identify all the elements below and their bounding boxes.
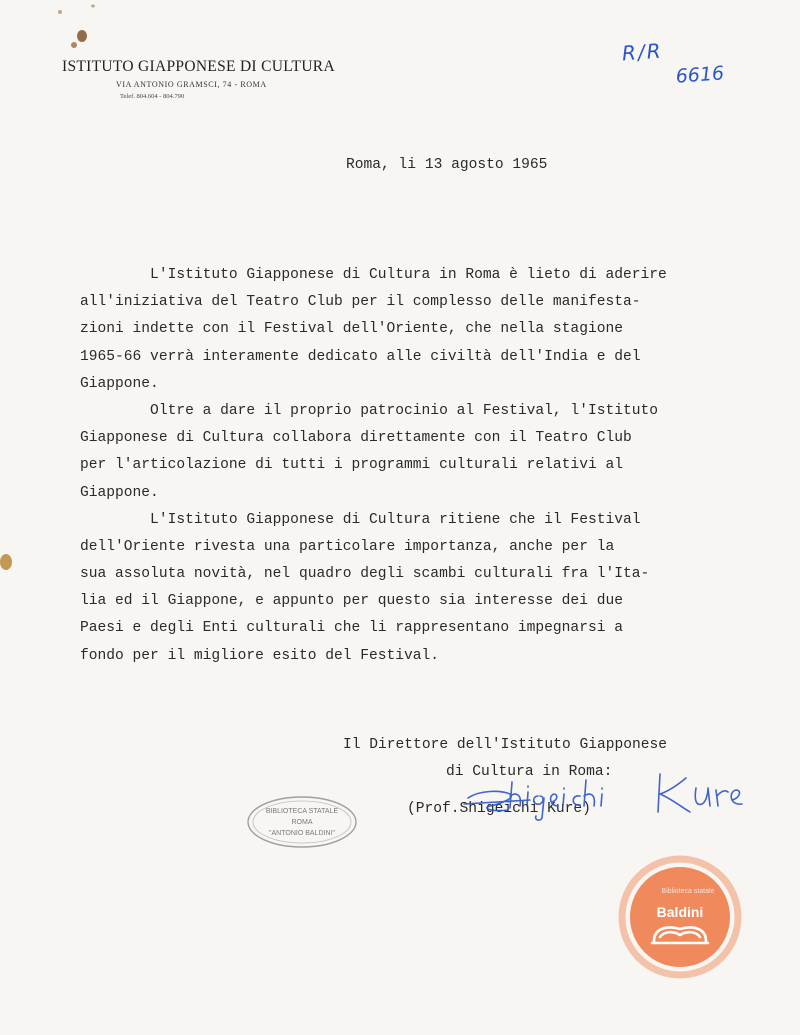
letterhead	[62, 58, 352, 100]
ink-smudge-top-left	[30, 0, 110, 60]
body-line: Giappone.	[80, 375, 159, 392]
body-line: Giappone.	[80, 484, 159, 501]
logo-small-text: Biblioteca statale	[661, 888, 715, 895]
body-line: L'Istituto Giapponese di Cultura in Roma è lieto di aderire	[80, 267, 667, 283]
body-line: per l'articolazione di tutti i programmi culturali relativi al	[80, 457, 623, 474]
ink-smudge-left	[0, 548, 24, 578]
body-line: zioni indette con il Festival dell'Oriente, che nella stagione	[80, 321, 623, 338]
institution-address: VIA ANTONIO GRAMSCI, 74 - ROMA	[116, 80, 267, 89]
stamp-line-1: BIBLIOTECA STATALE	[265, 808, 339, 815]
body-line: fondo per il migliore esito del Festival.	[80, 647, 440, 664]
body-line: lia ed il Giappone, e appunto per questo sia interesse dei due	[80, 593, 623, 610]
handwritten-signature	[460, 760, 750, 830]
stamp-line-3: "ANTONIO BALDINI"	[269, 830, 335, 837]
archive-number: 6616	[675, 62, 725, 88]
archive-code: R/R	[621, 38, 664, 66]
signatory-name: (Prof.Shigeichi Kure)	[407, 801, 591, 817]
body-line: all'iniziativa del Teatro Club per il complesso delle manifesta-	[80, 294, 641, 311]
library-stamp	[245, 793, 359, 851]
body-line: L'Istituto Giapponese di Cultura ritiene che il Festival	[80, 511, 641, 528]
institution-name: ISTITUTO GIAPPONESE DI CULTURA	[62, 58, 335, 75]
body-line: sua assoluta novità, nel quadro degli scambi culturali fra l'Ita-	[80, 566, 650, 583]
body-line: Paesi e degli Enti culturali che li rappresentano impegnarsi a	[80, 620, 623, 637]
archive-reference	[621, 38, 725, 88]
signatory-title-2: di Cultura in Roma:	[446, 764, 613, 780]
date-line: Roma, li 13 agosto 1965	[346, 157, 548, 173]
stamp-line-2: ROMA	[291, 819, 313, 826]
letter-body	[80, 262, 720, 670]
signatory-title-1: Il Direttore dell'Istituto Giapponese	[343, 737, 668, 753]
body-line: Giapponese di Cultura collabora direttamente con il Teatro Club	[80, 430, 632, 447]
body-line: Oltre a dare il proprio patrocinio al Festival, l'Istituto	[80, 402, 659, 419]
logo-name: Baldini	[656, 904, 704, 920]
body-line: dell'Oriente rivesta una particolare importanza, anche per la	[80, 538, 615, 555]
baldini-logo	[618, 855, 742, 979]
institution-phone: Telef. 804.604 - 804.790	[120, 93, 185, 100]
body-line: 1965-66 verrà interamente dedicato alle civiltà dell'India e del	[80, 348, 641, 365]
